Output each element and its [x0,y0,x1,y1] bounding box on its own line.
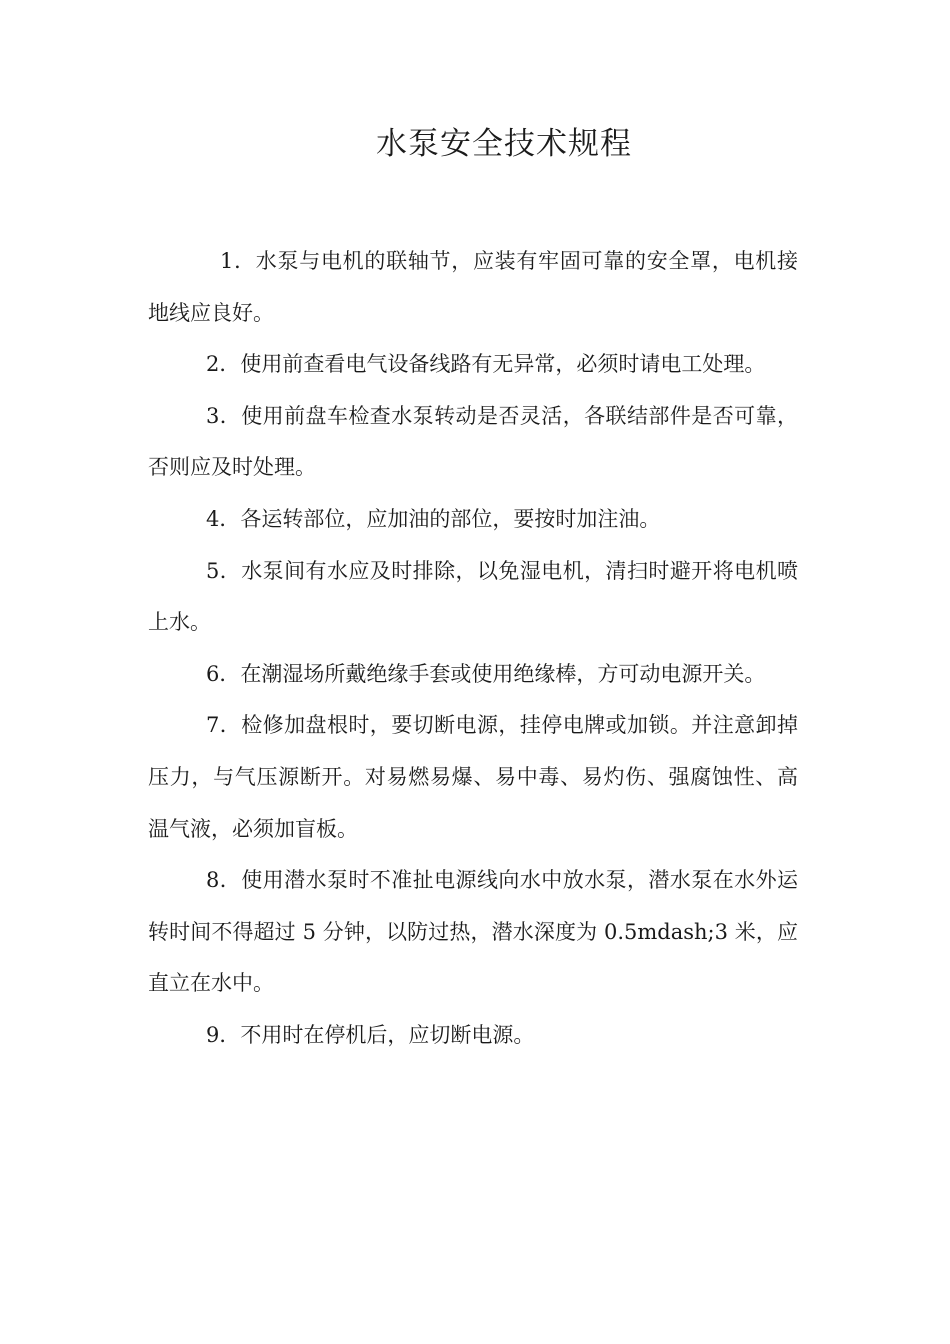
rule-paragraph-9: 9．不用时在停机后，应切断电源。 [206,1022,535,1047]
rule-paragraph-6: 6．在潮湿场所戴绝缘手套或使用绝缘棒，方可动电源开关。 [206,661,766,686]
rule-paragraph-1: 1．水泵与电机的联轴节，应装有牢固可靠的安全罩，电机接地线应良好。 [148,249,798,325]
rule-paragraph-3: 3．使用前盘车检查水泵转动是否灵活，各联结部件是否可靠，否则应及时处理。 [148,403,798,480]
rule-paragraph-4: 4．各运转部位，应加油的部位，要按时加注油。 [206,506,661,531]
document-body [148,236,798,1062]
rule-paragraph-8: 8．使用潜水泵时不准扯电源线向水中放水泵，潜水泵在水外运转时间不得超过 5 分钟，以防过热，潜水深度为 0.5mdash;3 米，应直立在水中。 [148,868,798,996]
rule-paragraph-7: 7．检修加盘根时，要切断电源，挂停电牌或加锁。并注意卸掉压力，与气压源断开。对易燃易爆、易中毒、易灼伤、强腐蚀性、高温气液，必须加盲板。 [148,713,798,841]
document-title: 水泵安全技术规程 [376,126,632,162]
rule-paragraph-2: 2．使用前查看电气设备线路有无异常，必须时请电工处理。 [206,352,766,377]
rule-paragraph-5: 5．水泵间有水应及时排除，以免湿电机，清扫时避开将电机喷上水。 [148,558,798,635]
